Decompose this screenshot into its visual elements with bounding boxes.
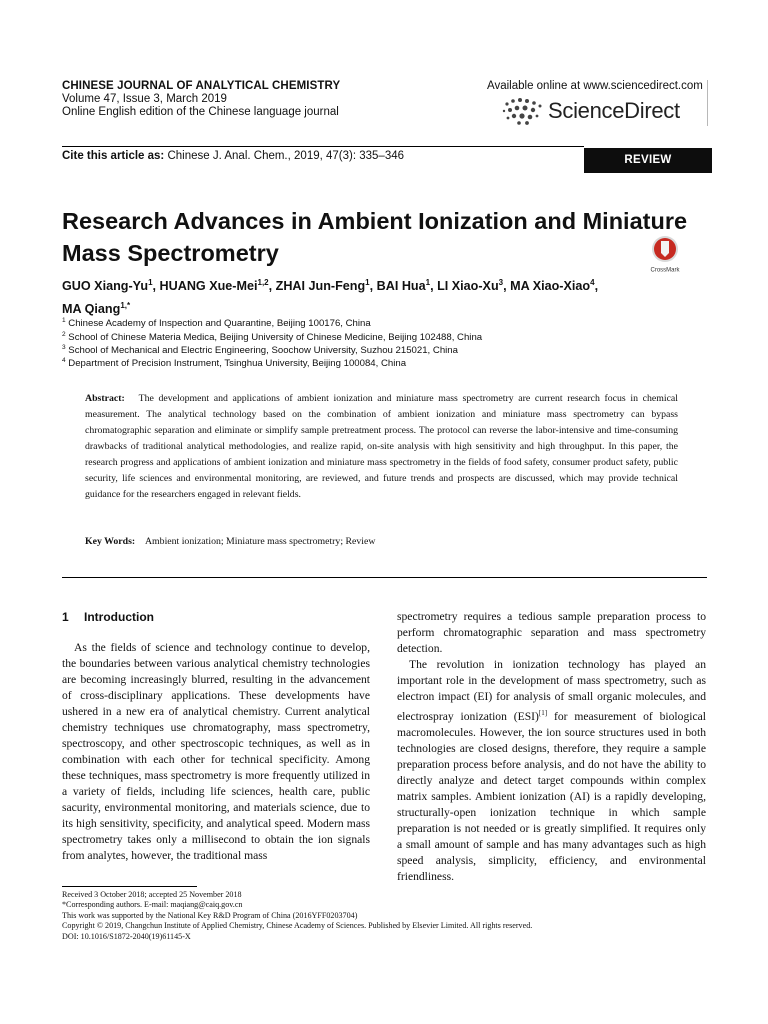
abstract — [85, 391, 678, 503]
author-separator: , — [430, 279, 438, 294]
affiliation — [62, 357, 406, 369]
author-affiliation-mark: 4 — [590, 278, 595, 287]
affiliation-number: 3 — [62, 344, 66, 351]
body-column-right — [397, 609, 706, 885]
author-name: BAI Hua — [376, 279, 426, 294]
citation-line — [62, 150, 404, 162]
reference-link[interactable]: [1] — [538, 709, 548, 717]
section-title: Introduction — [84, 610, 154, 624]
affiliation-text: School of Mechanical and Electric Engineering, Soochow University, Suzhou 215021, China — [65, 345, 458, 357]
author-affiliation-mark: 1 — [148, 278, 153, 287]
footnote-rule — [62, 886, 197, 887]
doi[interactable]: DOI: 10.1016/S1872-2040(19)61145-X — [62, 931, 191, 941]
crossmark-label: CrossMark — [650, 267, 680, 274]
header-divider — [707, 80, 708, 126]
body-paragraph — [397, 657, 706, 885]
keywords — [85, 536, 678, 547]
journal-name: CHINESE JOURNAL OF ANALYTICAL CHEMISTRY — [62, 80, 341, 92]
author-separator: , — [594, 279, 599, 294]
footnotes — [62, 890, 532, 942]
corresponding-author: *Corresponding authors. E-mail: maqiang@caiq.gov.cn — [62, 900, 243, 910]
affiliation — [62, 344, 458, 356]
keywords-text: Ambient ionization; Miniature mass spectrometry; Review — [144, 536, 376, 547]
section-heading — [62, 610, 154, 624]
available-online-text[interactable]: Available online at www.sciencedirect.com — [487, 80, 703, 92]
author-name: ZHAI Jun-Feng — [275, 279, 366, 294]
received-date: Received 3 October 2018; accepted 25 November 2018 — [62, 890, 242, 899]
affiliation-text: School of Chinese Materia Medica, Beijing University of Chinese Medicine, Beijing 102488, China — [65, 332, 483, 344]
body-column-left — [62, 640, 370, 864]
section-divider — [62, 577, 707, 578]
author-affiliation-mark: 3 — [498, 278, 504, 287]
affiliation-number: 2 — [62, 331, 66, 338]
article-title: Research Advances in Ambient Ionization and Miniature Mass Spectrometry — [62, 208, 688, 266]
body-paragraph: spectrometry requires a tedious sample preparation process to perform chromatographic separation and mass spectrometry detection. — [397, 610, 706, 655]
author-separator: , — [268, 279, 276, 294]
funding-note: This work was supported by the National Key R&D Program of China (2016YFF0203704) — [62, 910, 358, 920]
affiliation-number: 1 — [62, 317, 66, 324]
body-text: for measurement of biological macromolecules. However, the ion source structures used in both technologies are closed designs, therefore, they require a sample preparation process before analysis, and do not have the ability to directly analyze and detect target compounds within complex matrix samples. Ambient ionization (AI) is a rapidly developing, structurally-open ionization technique in which sample preparation is not needed or is greatly simplified. It requires only a small amount of sample and has many advantages such as high speed analysis, simplicity, efficiency, and environmental friendliness. — [397, 709, 706, 883]
affiliation-text: Chinese Academy of Inspection and Quarantine, Beijing 100176, China — [65, 318, 371, 330]
author-separator: , — [503, 279, 511, 294]
sciencedirect-logo: ScienceDirect — [548, 98, 680, 123]
body-text: The revolution in ionization technology has played an important role in the development of mass spectrometry, such as electron impact (EI) for analysis of small organic molecules, and electrospray ionization (ESI) — [397, 658, 706, 723]
volume-issue: Volume 47, Issue 3, March 2019 — [62, 93, 227, 105]
author-affiliation-mark: 1,2 — [257, 278, 269, 287]
keywords-label: Key Words: — [85, 536, 136, 547]
edition-note: Online English edition of the Chinese language journal — [62, 106, 339, 118]
author-name: MA Qiang — [62, 302, 121, 317]
author-name: LI Xiao-Xu — [437, 279, 499, 294]
author-list — [62, 273, 672, 319]
author-separator: , — [152, 279, 160, 294]
body-paragraph: As the fields of science and technology continue to develop, the boundaries between various analytical chemistry technologies are becoming increasingly blurred, resulting in the advancement of cross-disciplinary applications. These developments have ushered in a new era of analytical chemistry. Current analytical chemistry techniques use chromatography, mass spectrometry, spectroscopy, and other spectroscopic techniques, as well as in combination with each other for technical specificity. Among these techniques, mass spectrometry is more frequently utilized in a variety of fields, including life sciences, health care, public sacurity, environmental monitoring, and materials science, due to its high sensitivity, specificity, and analytical speed. Modern mass spectrometry takes only a millisecond to obtain the ion signals from analytes, however, the traditional mass — [62, 641, 370, 862]
crossmark-icon[interactable] — [648, 234, 682, 274]
affiliation-number: 4 — [62, 357, 66, 364]
author-affiliation-mark: 1 — [365, 278, 370, 287]
article-type-badge: REVIEW — [584, 148, 712, 173]
citation-rule — [62, 146, 584, 147]
section-number: 1 — [62, 610, 69, 624]
author-separator: , — [369, 279, 377, 294]
affiliation — [62, 331, 482, 343]
citation-text: Chinese J. Anal. Chem., 2019, 47(3): 335–346 — [164, 150, 405, 162]
author-name: MA Xiao-Xiao — [510, 279, 591, 294]
abstract-text: The development and applications of ambient ionization and miniature mass spectrometry are current research focus in chemical measurement. The analytical technology based on the combination of ambient ionization and miniature mass spectrometry can bypass chromatographic separation and eliminate or simplify sample pretreatment process. The protocol can reverse the labor-intensive and time-consuming drawbacks of traditional analytical methodologies, and realize rapid, on-site analysis with high sensitivity and high throughput. In this paper, the research progress and applications of ambient ionization and miniature mass spectrometry in the fields of food safety, consumer product safety, public security, life sciences and environmental monitoring, are reviewed, and future trends and prospects are discussed, which may provide technical guidance for the researchers engaged in relevant fields. — [85, 393, 678, 500]
author-affiliation-mark: 1,* — [120, 301, 131, 311]
author-name: HUANG Xue-Mei — [159, 279, 258, 294]
author-name: GUO Xiang-Yu — [62, 279, 149, 294]
author-affiliation-mark: 1 — [425, 278, 431, 287]
abstract-label: Abstract: — [85, 393, 125, 404]
affiliation — [62, 317, 371, 329]
copyright-note: Copyright © 2019, Changchun Institute of Applied Chemistry, Chinese Academy of Sciences. Published by Elsevier Limited. All rights reserved. — [62, 921, 533, 931]
affiliation-text: Department of Precision Instrument, Tsinghua University, Beijing 100084, China — [65, 358, 407, 370]
citation-label: Cite this article as: — [62, 150, 165, 162]
